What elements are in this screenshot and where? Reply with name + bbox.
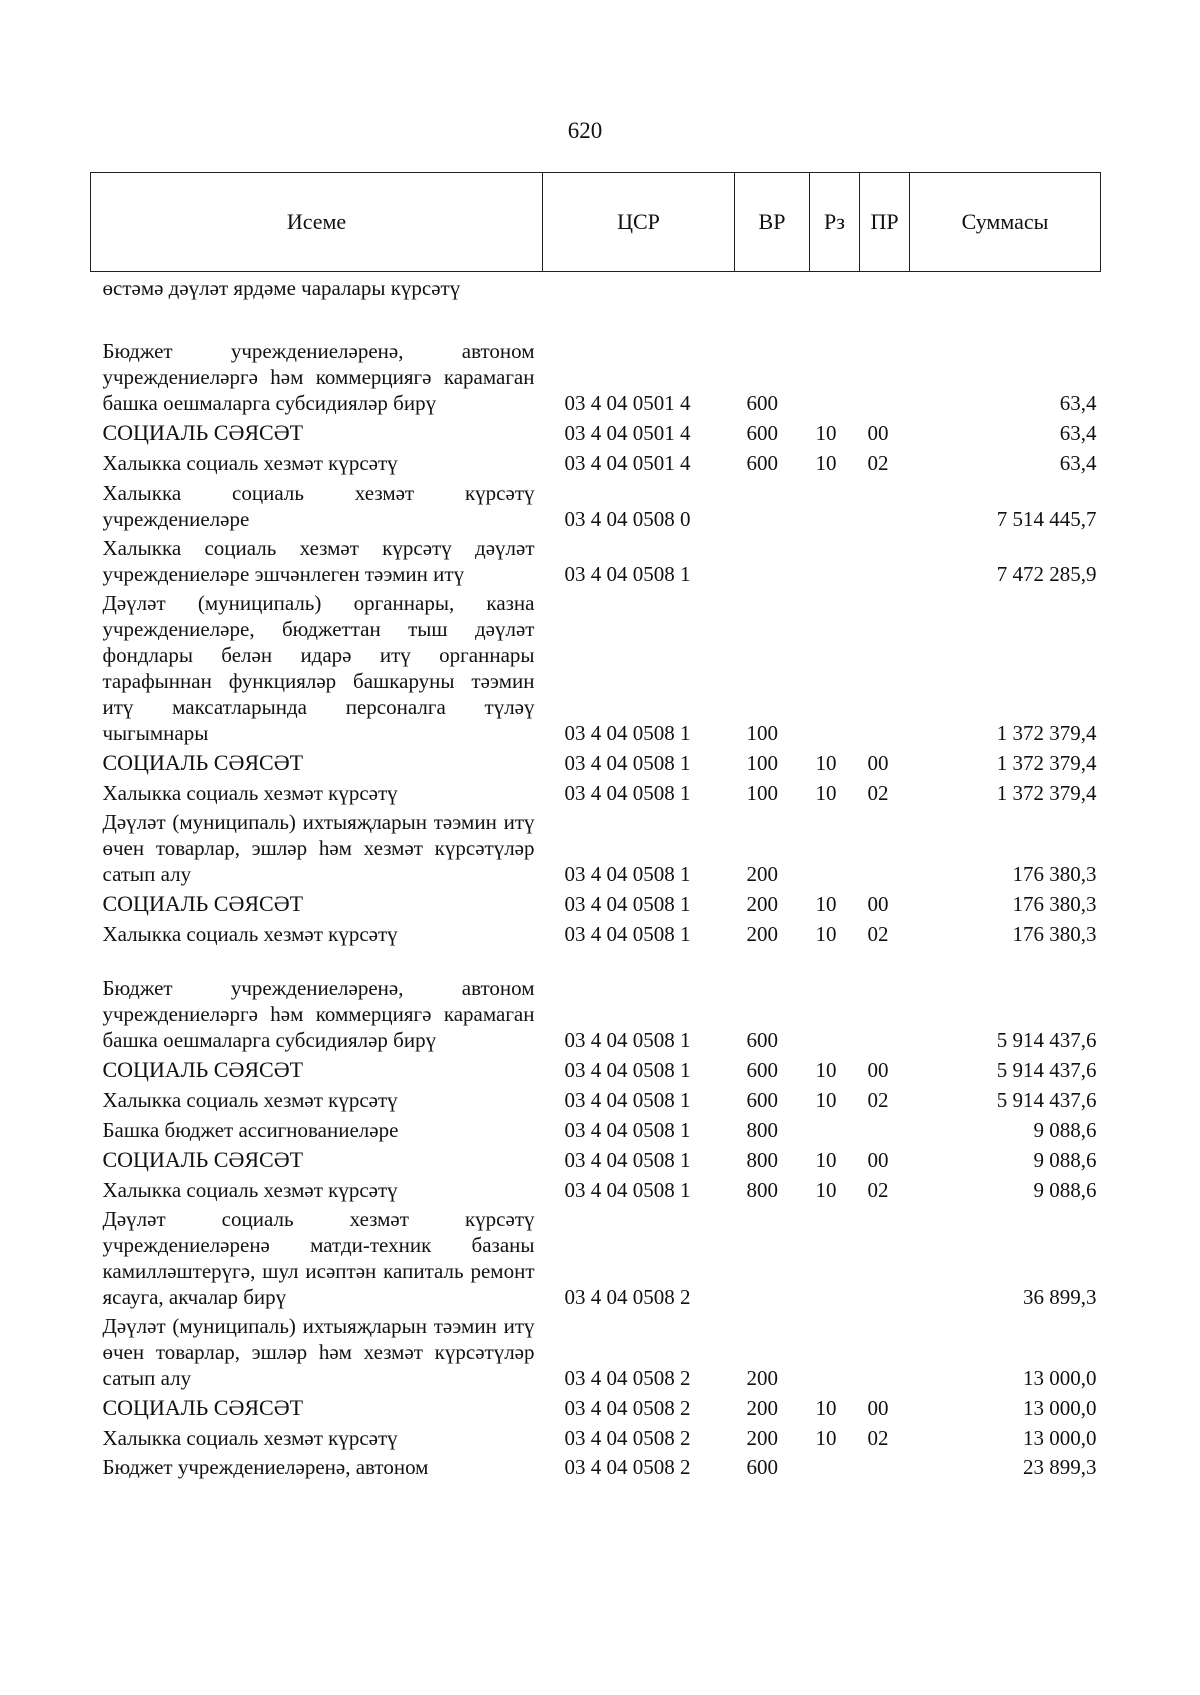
table-row [91, 1086, 1101, 1116]
table-row [91, 1176, 1101, 1206]
cell-rz: 10 [815, 891, 837, 916]
table-row [91, 479, 1101, 535]
cell-rz [810, 272, 860, 304]
cell-vr: 600 [746, 1027, 778, 1052]
table-body [91, 272, 1101, 1488]
cell-rz: 10 [815, 1087, 837, 1112]
cell-rz [810, 1116, 860, 1146]
cell-sum: 1 372 379,4 [996, 780, 1097, 805]
cell-sum: 7 514 445,7 [996, 506, 1097, 531]
cell-vr: 200 [746, 891, 778, 916]
cell-sum: 5 914 437,6 [996, 1027, 1097, 1052]
cell-pr [860, 479, 910, 535]
table-row-section-heading [91, 419, 1101, 449]
cell-pr [860, 1454, 910, 1488]
cell-pr [860, 1116, 910, 1146]
cell-name: СОЦИАЛЬ СӘЯСӘТ [102, 749, 304, 775]
cell-rz [810, 950, 860, 1056]
cell-rz: 10 [815, 921, 837, 946]
table-row [91, 920, 1101, 950]
cell-csr: 03 4 04 0508 2 [564, 1284, 691, 1309]
cell-sum: 1 372 379,4 [996, 720, 1097, 745]
cell-sum: 1 372 379,4 [996, 750, 1097, 775]
cell-name: Бюджет учреждениеләренә, автоном учреждениеләргә һәм коммерциягә карамаган башка оешмаларга субсидияләр бирү [102, 338, 535, 415]
cell-pr [860, 1206, 910, 1313]
cell-csr: 03 4 04 0508 1 [564, 1117, 691, 1142]
table-row [91, 1313, 1101, 1394]
cell-vr: 800 [746, 1117, 778, 1142]
cell-rz [810, 304, 860, 419]
cell-name: Халыкка социаль хезмәт күрсәтү [102, 1177, 398, 1202]
cell-csr: 03 4 04 0508 1 [564, 561, 691, 586]
cell-pr [860, 950, 910, 1056]
cell-rz: 10 [815, 1147, 837, 1172]
table-row [91, 1116, 1101, 1146]
table-row [91, 535, 1101, 590]
cell-vr: 100 [746, 780, 778, 805]
cell-pr [860, 304, 910, 419]
cell-vr: 200 [746, 1425, 778, 1450]
cell-pr: 02 [867, 1177, 889, 1202]
table-row [91, 272, 1101, 304]
cell-csr: 03 4 04 0508 2 [564, 1365, 691, 1390]
cell-csr: 03 4 04 0501 4 [564, 390, 691, 415]
cell-name: СОЦИАЛЬ СӘЯСӘТ [102, 1394, 304, 1420]
cell-pr [860, 590, 910, 749]
cell-csr: 03 4 04 0508 2 [564, 1425, 691, 1450]
cell-rz: 10 [815, 1057, 837, 1082]
cell-csr: 03 4 04 0508 1 [564, 1177, 691, 1202]
cell-name: Халыкка социаль хезмәт күрсәтү [102, 1425, 398, 1450]
cell-vr: 200 [746, 861, 778, 886]
column-header-csr: ЦСР [543, 173, 735, 272]
cell-csr: 03 4 04 0508 1 [564, 861, 691, 886]
cell-sum: 13 000,0 [1023, 1365, 1097, 1390]
column-header-name: Исеме [91, 173, 543, 272]
cell-vr: 100 [746, 750, 778, 775]
table-row [91, 779, 1101, 809]
cell-rz [810, 479, 860, 535]
cell-sum: 9 088,6 [1033, 1117, 1097, 1142]
cell-rz [810, 1313, 860, 1394]
cell-rz: 10 [815, 750, 837, 775]
cell-sum: 36 899,3 [1023, 1284, 1097, 1309]
cell-sum: 176 380,3 [1012, 861, 1097, 886]
cell-pr: 02 [867, 780, 889, 805]
cell-sum: 5 914 437,6 [996, 1057, 1097, 1082]
cell-pr: 00 [867, 1395, 889, 1420]
cell-vr: 200 [746, 921, 778, 946]
cell-sum: 176 380,3 [1012, 921, 1097, 946]
table-row [91, 449, 1101, 479]
cell-csr: 03 4 04 0508 1 [564, 1057, 691, 1082]
cell-vr: 600 [746, 450, 778, 475]
cell-vr: 800 [746, 1147, 778, 1172]
cell-rz [810, 809, 860, 890]
cell-sum: 5 914 437,6 [996, 1087, 1097, 1112]
cell-pr [860, 272, 910, 304]
cell-sum: 63,4 [1059, 450, 1097, 475]
cell-name: Дәүләт (муниципаль) ихтыяҗларын тәэмин итү өчен товарлар, эшләр һәм хезмәт күрсәтүләр сатып алу [102, 809, 535, 886]
cell-csr: 03 4 04 0508 2 [564, 1395, 691, 1420]
cell-rz: 10 [815, 780, 837, 805]
page-number: 620 [567, 118, 603, 143]
cell-vr: 600 [746, 1454, 778, 1479]
cell-name: Халыкка социаль хезмәт күрсәтү дәүләт учреждениеләре эшчәнлеген тәэмин итү [102, 535, 535, 586]
cell-pr: 00 [867, 1147, 889, 1172]
table-row-section-heading [91, 1146, 1101, 1176]
cell-vr: 200 [746, 1395, 778, 1420]
cell-csr: 03 4 04 0508 1 [564, 1087, 691, 1112]
cell-vr: 600 [746, 390, 778, 415]
column-header-rz: Рз [810, 173, 860, 272]
cell-name: Халыкка социаль хезмәт күрсәтү [102, 1087, 398, 1112]
cell-rz [810, 1454, 860, 1488]
cell-name: Халыкка социаль хезмәт күрсәтү [102, 450, 398, 475]
cell-pr [860, 809, 910, 890]
table-row [91, 1206, 1101, 1313]
table-row [91, 304, 1101, 419]
cell-csr: 03 4 04 0501 4 [564, 420, 691, 445]
table-row [91, 590, 1101, 749]
cell-csr: 03 4 04 0508 1 [564, 921, 691, 946]
cell-name: СОЦИАЛЬ СӘЯСӘТ [102, 890, 304, 916]
cell-name: СОЦИАЛЬ СӘЯСӘТ [102, 1056, 304, 1082]
cell-name: СОЦИАЛЬ СӘЯСӘТ [102, 1146, 304, 1172]
cell-csr: 03 4 04 0508 1 [564, 891, 691, 916]
cell-csr: 03 4 04 0508 1 [564, 720, 691, 745]
cell-pr [860, 1313, 910, 1394]
cell-sum: 13 000,0 [1023, 1425, 1097, 1450]
column-header-pr: ПР [860, 173, 910, 272]
cell-sum: 7 472 285,9 [996, 561, 1097, 586]
cell-name: Дәүләт социаль хезмәт күрсәтү учреждениеләренә матди-техник базаны камилләштерүгә, шул исәптән капиталь ремонт ясауга, акчалар бирү [102, 1206, 535, 1309]
cell-vr: 200 [746, 1365, 778, 1390]
cell-csr: 03 4 04 0508 0 [564, 506, 691, 531]
column-header-sum: Суммасы [910, 173, 1101, 272]
cell-name: Халыкка социаль хезмәт күрсәтү учреждениеләре [102, 480, 535, 531]
cell-vr: 800 [746, 1177, 778, 1202]
table-row [91, 1454, 1101, 1488]
cell-name: Бюджет учреждениеләренә, автоном [102, 1454, 429, 1479]
cell-rz: 10 [815, 450, 837, 475]
cell-csr: 03 4 04 0508 1 [564, 1147, 691, 1172]
cell-name: Халыкка социаль хезмәт күрсәтү [102, 921, 398, 946]
table-row-section-heading [91, 1056, 1101, 1086]
cell-pr: 02 [867, 450, 889, 475]
cell-name: СОЦИАЛЬ СӘЯСӘТ [102, 419, 304, 445]
cell-sum: 63,4 [1059, 390, 1097, 415]
cell-csr: 03 4 04 0508 1 [564, 780, 691, 805]
budget-table [90, 172, 1101, 1488]
column-header-vr: ВР [735, 173, 810, 272]
cell-rz: 10 [815, 1177, 837, 1202]
cell-pr: 02 [867, 1087, 889, 1112]
cell-pr: 02 [867, 1425, 889, 1450]
table-row-section-heading [91, 890, 1101, 920]
cell-vr [735, 479, 810, 535]
cell-csr: 03 4 04 0501 4 [564, 450, 691, 475]
table-row [91, 1424, 1101, 1454]
cell-sum: 63,4 [1059, 420, 1097, 445]
cell-csr: 03 4 04 0508 1 [564, 1027, 691, 1052]
cell-pr: 00 [867, 420, 889, 445]
cell-name: Дәүләт (муниципаль) органнары, казна учреждениеләре, бюджеттан тыш дәүләт фондлары белән идарә итү органнары тарафыннан функцияләр башкаруны тәэмин итү максатларында персоналга түләү чыгымнары [102, 590, 535, 745]
table-row [91, 950, 1101, 1056]
cell-rz: 10 [815, 1425, 837, 1450]
cell-sum: 9 088,6 [1033, 1147, 1097, 1172]
table-header [91, 173, 1101, 272]
table-row [91, 809, 1101, 890]
cell-rz: 10 [815, 1395, 837, 1420]
cell-vr [735, 272, 810, 304]
cell-vr [735, 535, 810, 590]
cell-vr: 600 [746, 420, 778, 445]
cell-name: Халыкка социаль хезмәт күрсәтү [102, 780, 398, 805]
cell-rz [810, 1206, 860, 1313]
cell-sum: 23 899,3 [1023, 1454, 1097, 1479]
cell-vr: 100 [746, 720, 778, 745]
cell-csr: 03 4 04 0508 2 [564, 1454, 691, 1479]
cell-vr [735, 1206, 810, 1313]
cell-rz [810, 590, 860, 749]
cell-vr: 600 [746, 1087, 778, 1112]
cell-sum: 176 380,3 [1012, 891, 1097, 916]
cell-name: Дәүләт (муниципаль) ихтыяҗларын тәэмин итү өчен товарлар, эшләр һәм хезмәт күрсәтүләр сатып алу [102, 1313, 535, 1390]
cell-pr: 00 [867, 750, 889, 775]
cell-csr: 03 4 04 0508 1 [564, 750, 691, 775]
cell-pr: 02 [867, 921, 889, 946]
table-row-section-heading [91, 1394, 1101, 1424]
cell-rz [810, 535, 860, 590]
cell-name: Башка бюджет ассигнованиеләре [102, 1117, 399, 1142]
cell-pr: 00 [867, 891, 889, 916]
cell-csr [543, 272, 735, 304]
table-row-section-heading [91, 749, 1101, 779]
cell-sum [910, 272, 1101, 304]
cell-sum: 9 088,6 [1033, 1177, 1097, 1202]
cell-sum: 13 000,0 [1023, 1395, 1097, 1420]
cell-name: Бюджет учреждениеләренә, автоном учреждениеләргә һәм коммерциягә карамаган башка оешмаларга субсидияләр бирү [102, 975, 535, 1052]
cell-pr: 00 [867, 1057, 889, 1082]
cell-pr [860, 535, 910, 590]
cell-rz: 10 [815, 420, 837, 445]
cell-name: өстәмә дәүләт ярдәме чаралары күрсәтү [102, 275, 461, 300]
cell-vr: 600 [746, 1057, 778, 1082]
